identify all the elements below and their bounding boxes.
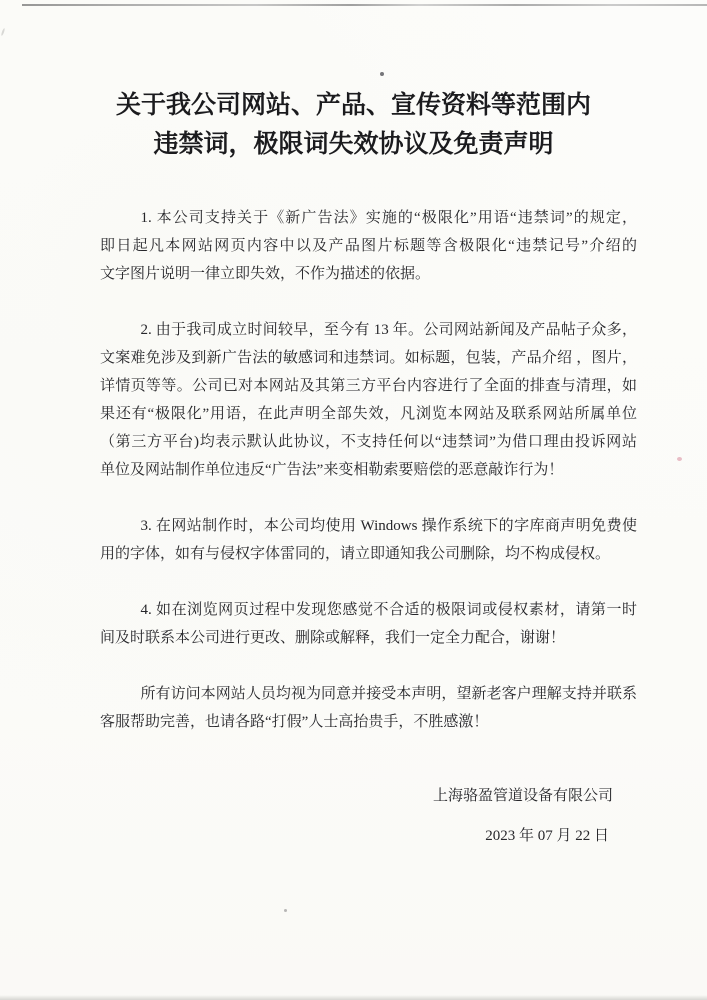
company-name: 上海骆盈管道设备有限公司 (432, 788, 613, 804)
paragraph (100, 512, 637, 568)
text-line: 1. 本公司支持关于《新广告法》实施的“极限化”用语“违禁词”的规定， (140, 210, 637, 226)
scan-bottom-shadow (0, 995, 707, 1000)
signature-date: 2023 年 07 月 22 日 (485, 828, 609, 844)
text-line: 果还有“极限化”用语，在此声明全部失效，凡浏览本网站及联系网站所属单位 (100, 406, 637, 422)
text-line: 3. 在网站制作时，本公司均使用 Windows 操作系统下的字库商声明免费使 (140, 518, 637, 534)
scan-speck (380, 72, 384, 76)
text-line: 间及时联系本公司进行更改、删除或解释，我们一定全力配合，谢谢！ (100, 630, 566, 646)
signature-block (100, 782, 637, 850)
text-line: （第三方平台)均表示默认此协议，不支持任何以“违禁词”为借口理由投诉网站 (100, 434, 637, 450)
document-body (100, 204, 637, 784)
document-title (0, 86, 707, 164)
text-line: 2. 由于我司成立时间较早，至今有 13 年。公司网站新闻及产品帖子众多， (140, 322, 637, 338)
text-line: 客服帮助完善，也请各路“打假”人士高抬贵手，不胜感激！ (100, 714, 489, 730)
scan-speck (677, 457, 682, 461)
text-line: 单位及网站制作单位违反“广告法”来变相勒索要赔偿的恶意敲诈行为！ (100, 462, 564, 478)
text-line: 即日起凡本网站网页内容中以及产品图片标题等含极限化“违禁记号”介绍的 (100, 238, 637, 254)
scan-speck (1, 28, 6, 36)
text-line: 用的字体，如有与侵权字体雷同的，请立即通知我公司删除，均不构成侵权。 (100, 546, 611, 562)
document-title-line2: 违禁词，极限词失效协议及免责声明 (153, 131, 554, 158)
paragraph (100, 596, 637, 652)
text-line: 文字图片说明一律立即失效，不作为描述的依据。 (100, 266, 431, 282)
scan-speck (284, 909, 287, 912)
paragraph (100, 680, 637, 736)
document-title-line1: 关于我公司网站、产品、宣传资料等范围内 (115, 92, 591, 119)
text-line: 4. 如在浏览网页过程中发现您感觉不合适的极限词或侵权素材，请第一时 (140, 602, 637, 618)
text-line: 文案难免涉及到新广告法的敏感词和违禁词。如标题，包装，产品介绍 ，图片， (100, 350, 637, 366)
scan-edge-line (22, 4, 707, 6)
paragraph (100, 316, 637, 484)
text-line: 所有访问本网站人员均视为同意并接受本声明，望新老客户理解支持并联系 (140, 686, 637, 702)
text-line: 详情页等等。公司已对本网站及其第三方平台内容进行了全面的排查与清理，如 (100, 378, 637, 394)
paragraph (100, 204, 637, 288)
